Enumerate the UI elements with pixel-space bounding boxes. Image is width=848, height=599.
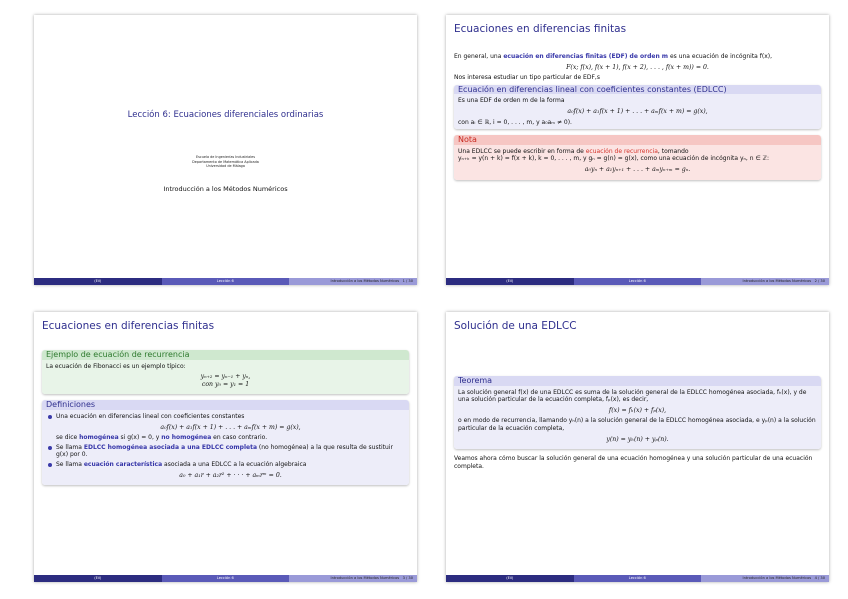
footer-section: Lección 6 xyxy=(574,278,702,285)
slide-2[interactable] xyxy=(446,15,829,285)
equation: a₀yₙ + a₁yₙ₊₁ + . . . + aₘyₙ₊ₘ = gₙ. xyxy=(584,165,691,173)
footer-author: (Eil) xyxy=(34,575,162,582)
slide-1[interactable] xyxy=(34,15,417,285)
institution-line: Departamento de Matemática Aplicada xyxy=(192,159,259,164)
block-text: Es una EDF de orden m de la forma xyxy=(458,97,565,105)
slide-3[interactable] xyxy=(34,312,417,582)
equation: F(x; f(x), f(x + 1), f(x + 2), . . . , f(x + m)) = 0. xyxy=(566,63,709,71)
footer-section: Lección 6 xyxy=(162,575,290,582)
equation: f(x) = fₕ(x) + fₚ(x), xyxy=(608,406,667,414)
page-number: 3 / 30 xyxy=(402,576,413,580)
equation: a₀f(x) + a₁f(x + 1) + . . . + aₘf(x + m) = g(x), xyxy=(160,423,301,431)
footer-section: Lección 6 xyxy=(574,575,702,582)
slide-4[interactable] xyxy=(446,312,829,582)
equation: y(n) = yₕ(n) + yₚ(n). xyxy=(606,435,669,443)
interest-text: Nos interesa estudiar un tipo particular de EDF,s xyxy=(454,74,600,82)
slide-subtitle: Introducción a los Métodos Numéricos xyxy=(163,185,288,193)
block-text: o en modo de recurrencia, llamando yₕ(n) a la solución general de la EDLCC homogénea asociada, e yₚ(n) a la solución particular de la ecuación completa, xyxy=(458,417,816,432)
frame-title: Ecuaciones en diferencias finitas xyxy=(454,23,627,35)
equation: a₀ + a₁r + a₂r² + · · · + aₘrᵐ = 0. xyxy=(179,471,282,479)
block-title: Ecuación en diferencias lineal con coeficientes constantes (EDLCC) xyxy=(454,85,821,95)
definition-text: se dice homogénea si g(x) = 0, y no homogénea en caso contrario. xyxy=(56,434,268,442)
block-title: Definiciones xyxy=(42,400,409,410)
footer-course: Introducción a los Métodos Numéricos 4 / 30 xyxy=(701,575,829,582)
institution-block xyxy=(34,155,417,169)
definitions-block xyxy=(42,400,409,485)
equation: a₀f(x) + a₁f(x + 1) + . . . + aₘf(x + m) = g(x), xyxy=(567,107,708,115)
block-text: yₙ₊ₖ = y(n + k) = f(x + k), k = 0, . . . , m, y gₙ = g(n) = g(x), como una ecuación de incógnita yₙ, n ∈ ℤ: xyxy=(458,155,770,163)
footer-course: Introducción a los Métodos Numéricos 3 / 30 xyxy=(289,575,417,582)
block-title: Nota xyxy=(454,135,821,145)
equation: con y₀ = y₁ = 1 xyxy=(201,380,250,388)
slide-body xyxy=(454,376,821,473)
footer-author: (Eil) xyxy=(34,278,162,285)
institution-line: Escuela de Ingenierías Industriales xyxy=(196,155,255,159)
page-number: 2 / 30 xyxy=(814,279,825,283)
footer-bar xyxy=(446,575,829,582)
footer-author: (Eil) xyxy=(446,278,574,285)
footer-course: Introducción a los Métodos Numéricos 1 / 30 xyxy=(289,278,417,285)
frame-title: Solución de una EDLCC xyxy=(454,320,577,332)
block-text: La ecuación de Fibonacci es un ejemplo típico: xyxy=(46,362,186,370)
equation: yₙ₊₂ = yₙ₋₁ + yₙ, xyxy=(200,373,251,381)
block-text: La solución general f(x) de una EDLCC es suma de la solución general de la EDLCC homogénea asociada, fₕ(x), y de una solución particular de la ecuación completa, fₚ(x), es decir, xyxy=(458,388,807,404)
definition-block xyxy=(454,85,821,129)
footer-bar xyxy=(446,278,829,285)
block-text: con aᵢ ∈ ℝ, i = 0, . . . , m, y a₀aₘ ≠ 0). xyxy=(458,118,572,126)
slide-title: Lección 6: Ecuaciones diferenciales ordinarias xyxy=(127,110,324,120)
slide-body xyxy=(454,53,821,186)
block-text: Una EDLCC se puede escribir en forma de ecuación de recurrencia, tomando xyxy=(458,147,689,155)
footer-section: Lección 6 xyxy=(162,278,290,285)
institution-line: Universidad de Málaga xyxy=(206,164,245,169)
intro-text: En general, una ecuación en diferencias finitas (EDF) de orden m es una ecuación de incógnita f(x), xyxy=(454,53,773,60)
definition-item: Se llama ecuación característica asociada a una EDLCC a la ecuación algebraica a₀ + a₁r + a₂r² + · · · + aₘrᵐ = 0. xyxy=(56,461,405,479)
definition-item: Se llama EDLCC homogénea asociada a una EDLCC completa (no homogénea) a la que resulta de sustituir g(x) por 0. xyxy=(56,444,405,459)
page-number: 4 / 30 xyxy=(814,576,825,580)
footer-bar xyxy=(34,575,417,582)
theorem-block xyxy=(454,376,821,449)
footer-bar xyxy=(34,278,417,285)
frame-title: Ecuaciones en diferencias finitas xyxy=(42,320,215,332)
outro-text: Veamos ahora cómo buscar la solución general de una ecuación homogénea y una solución particular de una ecuación completa. xyxy=(454,455,813,470)
note-block xyxy=(454,135,821,179)
block-title: Teorema xyxy=(454,376,821,386)
footer-author: (Eil) xyxy=(446,575,574,582)
page-number: 1 / 30 xyxy=(402,279,413,283)
definition-item: Una ecuación en diferencias lineal con coeficientes constantes a₀f(x) + a₁f(x + 1) + . . . + aₘf(x + m) = g(x), xyxy=(56,413,405,431)
slide-body xyxy=(42,350,409,491)
block-title: Ejemplo de ecuación de recurrencia xyxy=(42,350,409,360)
footer-course: Introducción a los Métodos Numéricos 2 / 30 xyxy=(701,278,829,285)
example-block xyxy=(42,350,409,394)
